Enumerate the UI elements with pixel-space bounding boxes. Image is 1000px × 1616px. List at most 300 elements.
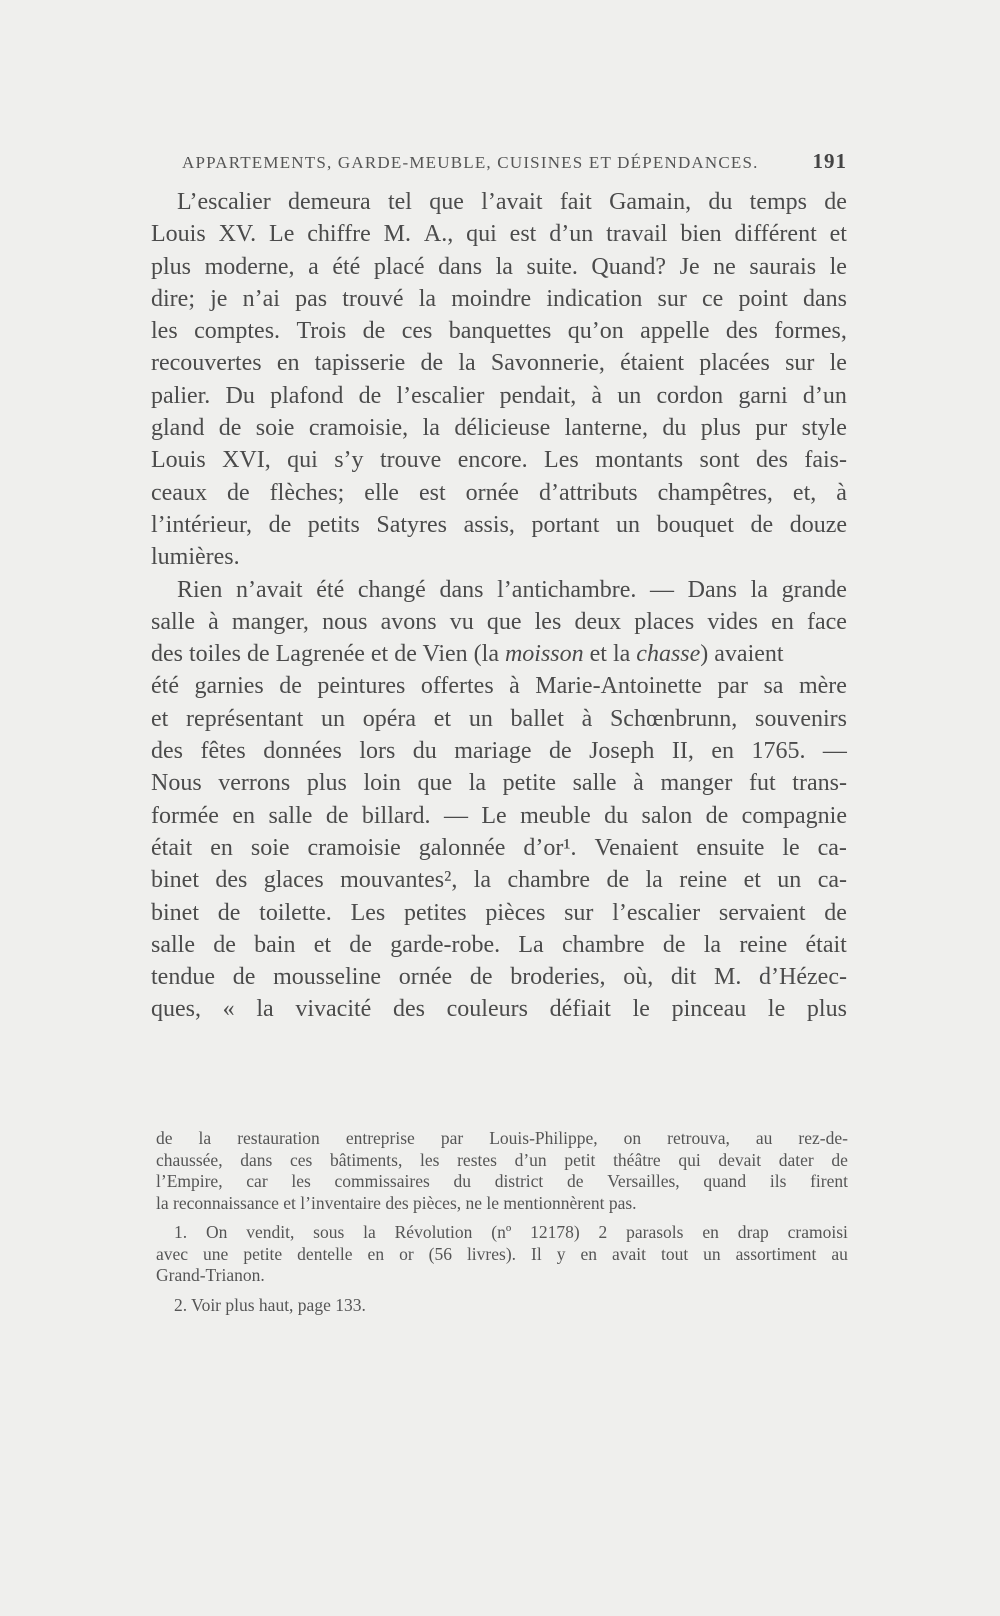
word: billard.: [361, 802, 431, 829]
word: la: [422, 415, 440, 442]
body-line: [151, 347, 847, 379]
word: un: [616, 511, 641, 538]
word: manger: [660, 770, 733, 797]
word: portant: [531, 511, 600, 538]
word: dans: [240, 1149, 273, 1170]
word: garde-robe.: [390, 931, 501, 958]
word: grande: [781, 576, 847, 603]
word: pendait,: [499, 382, 577, 409]
word: la: [418, 285, 437, 312]
word: les: [151, 318, 178, 345]
footnote-line: Grand-Trianon.: [156, 1265, 265, 1285]
word: vides: [707, 608, 759, 635]
word: formée: [151, 802, 219, 829]
word: petit: [564, 1149, 596, 1170]
word: un: [321, 705, 346, 732]
footnote-continuation: [156, 1128, 848, 1214]
word: de: [420, 350, 444, 377]
word: bâtiments,: [329, 1149, 403, 1170]
word: du: [662, 415, 687, 442]
word: que: [486, 608, 522, 635]
word: cramoisie: [307, 834, 401, 861]
word: des: [725, 318, 758, 345]
word: la: [363, 1222, 376, 1242]
word: parasols: [626, 1222, 684, 1242]
word: lors: [359, 738, 396, 765]
word: du: [604, 802, 629, 829]
word: places: [634, 608, 695, 635]
word: de: [705, 802, 729, 829]
word: II,: [671, 738, 694, 765]
body-line: [151, 218, 847, 250]
word: qui: [287, 447, 318, 474]
word: douze: [789, 511, 847, 538]
word: est: [509, 221, 537, 248]
word: dit: [670, 964, 697, 991]
word: Versailles,: [607, 1171, 680, 1191]
word: gland: [151, 415, 205, 442]
word: placées: [699, 350, 770, 377]
word: toilette.: [259, 899, 332, 926]
word: or: [399, 1243, 414, 1264]
word: champêtres,: [657, 479, 773, 506]
word: pièces: [485, 899, 546, 926]
word: Louis: [151, 221, 206, 248]
word: entreprise: [345, 1128, 415, 1148]
word: de: [213, 931, 236, 958]
body-line: [151, 864, 847, 896]
word: et: [829, 221, 847, 248]
word: fait: [559, 189, 592, 215]
word: un: [703, 1243, 721, 1264]
word: offertes: [420, 673, 494, 700]
body-line-part: des toiles de Lagrenée et de Vien (la: [151, 641, 505, 668]
word: Le: [269, 221, 295, 248]
word: d’Hézec-: [759, 964, 847, 991]
footnote-line: 2. Voir plus haut, page 133.: [174, 1294, 366, 1315]
footnote-line: la reconnaissance et l’inventaire des pièces, ne le mentionnèrent pas.: [156, 1192, 637, 1213]
word: était: [151, 834, 193, 861]
word: de: [279, 673, 302, 700]
word: ca-: [817, 867, 847, 894]
word: Il: [531, 1243, 542, 1264]
word: et: [743, 867, 761, 894]
word: était: [805, 931, 847, 958]
body-line: [151, 574, 847, 606]
body-line: [151, 800, 847, 832]
word: à: [633, 770, 644, 797]
word: de: [226, 479, 250, 506]
word: A.,: [423, 221, 454, 248]
word: ornée: [398, 964, 453, 991]
word: ques,: [151, 996, 201, 1023]
word: l’avait: [481, 189, 543, 215]
word: mousseline: [273, 964, 382, 991]
word: trans-: [792, 770, 847, 797]
word: Trois: [296, 318, 347, 345]
word: vendit,: [246, 1222, 295, 1242]
word: soie: [250, 834, 290, 861]
word: chambre: [507, 867, 591, 894]
word: mère: [798, 673, 847, 700]
word: ne: [713, 253, 736, 280]
word: la: [256, 996, 274, 1023]
word: reine: [679, 867, 728, 894]
word: Nous: [151, 770, 202, 797]
word: petits: [307, 511, 360, 538]
word: Marie-Antoinette: [535, 673, 702, 700]
word: couleurs: [446, 996, 528, 1023]
word: d’attributs: [538, 479, 638, 506]
word: 2: [598, 1222, 608, 1242]
word: salle: [151, 608, 195, 635]
word: la: [198, 1128, 212, 1148]
word: Dans: [687, 576, 737, 603]
word: plus: [700, 415, 741, 442]
word: le: [767, 996, 786, 1023]
word: bain: [254, 931, 296, 958]
word: de: [750, 511, 774, 538]
footnote-line: [156, 1222, 848, 1244]
word: ceaux: [151, 479, 207, 506]
word: d’un: [514, 1149, 547, 1170]
word: formes,: [774, 318, 847, 345]
word: sous: [313, 1222, 345, 1242]
word: une: [203, 1243, 229, 1264]
word: sur: [785, 350, 815, 377]
word: district: [494, 1171, 544, 1191]
word: ensuite: [696, 834, 765, 861]
word: un: [777, 867, 802, 894]
word: Du: [225, 382, 255, 409]
word: n’ai: [242, 285, 280, 312]
body-line: [151, 444, 847, 476]
word: de: [362, 318, 386, 345]
word: fais-: [804, 447, 847, 474]
word: encore.: [457, 447, 528, 474]
word: la: [495, 253, 513, 280]
word: par: [717, 673, 748, 700]
word: Révolution: [394, 1222, 473, 1242]
word: 1765.: [751, 738, 806, 765]
body-line-part: et la: [583, 641, 637, 668]
word: Satyres: [376, 511, 447, 538]
body-line: [151, 670, 847, 702]
word: meuble: [520, 802, 591, 829]
word: de: [156, 1128, 173, 1148]
word: car: [246, 1171, 268, 1191]
footnote-line: [156, 1128, 848, 1150]
word: souvenirs: [755, 705, 847, 732]
word: plus: [306, 770, 347, 797]
word: avec: [156, 1243, 189, 1264]
word: représentant: [186, 705, 304, 732]
word: tendue: [151, 964, 215, 991]
word: On: [205, 1222, 228, 1242]
word: mouvantes²,: [340, 867, 458, 894]
word: bien: [680, 221, 722, 248]
word: de: [824, 189, 847, 215]
word: du: [412, 738, 437, 765]
word: M.: [713, 964, 742, 991]
word: temps: [749, 189, 807, 215]
word: de: [824, 899, 847, 926]
word: —: [822, 738, 847, 765]
word: drap: [737, 1222, 769, 1242]
word: sur: [564, 899, 594, 926]
word: Louis-Philippe,: [489, 1128, 598, 1148]
italic-word-moisson: moisson: [504, 641, 584, 668]
word: le: [782, 834, 800, 861]
body-line: [151, 961, 847, 993]
page-number: 191: [812, 149, 847, 173]
word: pinceau: [671, 996, 747, 1023]
body-line: [151, 251, 847, 283]
word: commissaires: [334, 1171, 430, 1191]
word: où,: [623, 964, 654, 991]
word: ce: [701, 285, 724, 312]
word: changé: [357, 576, 426, 603]
body-line: [151, 832, 847, 864]
word: plafond: [270, 382, 344, 409]
word: loin: [363, 770, 401, 797]
word: deux: [574, 608, 622, 635]
word: chambre: [561, 931, 645, 958]
word: ces: [289, 1149, 313, 1170]
body-line: [151, 993, 847, 1025]
word: pas: [295, 285, 328, 312]
word: et: [313, 931, 332, 958]
word: Je: [679, 253, 700, 280]
word: restes: [457, 1149, 497, 1170]
word: le: [632, 996, 650, 1023]
word: vivacité: [295, 996, 372, 1023]
word: en: [711, 738, 734, 765]
word: soie: [255, 415, 295, 442]
running-head-title: APPARTEMENTS, GARDE-MEUBLE, CUISINES ET DÉPENDANCES.: [182, 153, 759, 172]
word: recouvertes: [151, 350, 262, 377]
word: suite.: [526, 253, 578, 280]
word: trouve: [379, 447, 442, 474]
word: d’un: [549, 221, 594, 248]
word: par: [440, 1128, 464, 1148]
word: —: [443, 802, 468, 829]
word: de: [268, 511, 292, 538]
body-line: [151, 509, 847, 541]
word: de: [349, 931, 372, 958]
word: été: [151, 673, 179, 700]
word: reine: [739, 931, 788, 958]
word: Rien: [177, 576, 223, 603]
word: banquettes: [448, 318, 552, 345]
word: tapisserie: [314, 350, 406, 377]
word: L’escalier: [177, 189, 271, 215]
word: à: [836, 479, 847, 506]
word: l’antichambre.: [497, 576, 637, 603]
footnote-line: [156, 1171, 848, 1193]
word: face: [806, 608, 847, 635]
word: en: [702, 1222, 719, 1242]
word: M.: [383, 221, 411, 248]
word: Joseph: [589, 738, 655, 765]
word: en: [771, 608, 794, 635]
word: a: [308, 253, 319, 280]
word: ca-: [817, 834, 847, 861]
word: on: [623, 1128, 642, 1148]
word: Le: [481, 802, 507, 829]
word: salle: [151, 931, 195, 958]
word: sont: [699, 447, 740, 474]
word: plus: [806, 996, 847, 1023]
word: tel: [387, 189, 412, 215]
word: peintures: [317, 673, 406, 700]
word: palier.: [151, 382, 211, 409]
word: de: [218, 415, 242, 442]
word: de: [548, 738, 572, 765]
word: sa: [763, 673, 784, 700]
footnote-1: [156, 1222, 848, 1287]
word: cramoisi: [787, 1222, 848, 1242]
body-line-part: ) avaient: [700, 641, 784, 668]
word: devait: [718, 1149, 762, 1170]
word: assortiment: [735, 1243, 817, 1264]
word: au: [831, 1243, 848, 1264]
word: différent: [734, 221, 817, 248]
word: qui: [466, 221, 497, 248]
word: qu’on: [567, 318, 624, 345]
word: avait: [611, 1243, 646, 1264]
word: la: [645, 867, 663, 894]
word: la: [468, 770, 487, 797]
word: verrons: [218, 770, 291, 797]
word: et: [433, 705, 452, 732]
word: délicieuse: [454, 415, 551, 442]
word: salle: [572, 770, 617, 797]
word: en: [210, 834, 233, 861]
body-line: [151, 412, 847, 444]
word: elle: [364, 479, 399, 506]
word: placé: [373, 253, 425, 280]
word: Les: [544, 447, 579, 474]
word: dater: [778, 1149, 814, 1170]
word: ornée: [465, 479, 519, 506]
word: de: [662, 931, 686, 958]
word: pur: [755, 415, 788, 442]
word: le: [829, 253, 847, 280]
word: de: [606, 867, 630, 894]
word: nous: [322, 608, 368, 635]
word: Gamain,: [609, 189, 692, 215]
body-line: [151, 703, 847, 735]
word: de: [358, 382, 382, 409]
word: Quand?: [591, 253, 667, 280]
word: XVI,: [222, 447, 271, 474]
word: les: [534, 608, 562, 635]
word: du: [453, 1171, 471, 1191]
word: les: [291, 1171, 311, 1191]
word: données: [263, 738, 342, 765]
word: du: [708, 189, 733, 215]
word: un: [617, 382, 642, 409]
word: binet: [151, 899, 199, 926]
word: été: [316, 576, 345, 603]
italic-word-chasse: chasse: [636, 641, 701, 668]
body-line: [151, 380, 847, 412]
word: plus: [151, 253, 192, 280]
word: est: [418, 479, 446, 506]
word: demeura: [288, 189, 371, 215]
word: Schœnbrunn,: [609, 705, 738, 732]
word: «: [222, 996, 235, 1023]
word: retrouva,: [667, 1128, 730, 1148]
word: ces: [401, 318, 433, 345]
word: mariage: [454, 738, 532, 765]
word: étaient: [620, 350, 685, 377]
word: je: [210, 285, 228, 312]
word: des: [755, 447, 788, 474]
body-line: [151, 186, 847, 218]
word: 12178): [530, 1222, 580, 1242]
word: à: [208, 608, 219, 635]
body-line: [151, 929, 847, 961]
body-line: [151, 477, 847, 509]
word: bouquet: [656, 511, 734, 538]
body-line: lumières.: [151, 544, 240, 571]
word: théâtre: [613, 1149, 661, 1170]
word: garni: [738, 382, 788, 409]
word: salon: [641, 802, 693, 829]
word: les: [420, 1149, 440, 1170]
word: ils: [769, 1171, 787, 1191]
word: chaussée,: [156, 1149, 223, 1170]
word: sur: [657, 285, 687, 312]
word: Louis: [151, 447, 206, 474]
body-line: [151, 283, 847, 315]
word: de: [217, 899, 241, 926]
word: l’intérieur,: [151, 511, 252, 538]
word: l’Empire,: [156, 1171, 223, 1191]
word: livres).: [466, 1243, 517, 1264]
word: galonnée: [418, 834, 506, 861]
word: fut: [749, 770, 776, 797]
word: flèches;: [269, 479, 345, 506]
word: la: [703, 931, 722, 958]
word: défiait: [549, 996, 611, 1023]
word: des: [151, 738, 183, 765]
word: des: [215, 867, 248, 894]
word: au: [755, 1128, 773, 1148]
word: 1.: [174, 1222, 188, 1242]
word: y: [556, 1243, 566, 1264]
word: vu: [449, 608, 474, 635]
word: l’escalier: [396, 382, 485, 409]
word: opéra: [362, 705, 417, 732]
word: fêtes: [200, 738, 246, 765]
word: (nº: [491, 1222, 512, 1242]
word: à: [591, 382, 603, 409]
word: indication: [546, 285, 643, 312]
word: montants: [595, 447, 684, 474]
word: petite: [502, 770, 556, 797]
body-line: [151, 897, 847, 929]
word: firent: [810, 1171, 848, 1191]
word: qui: [678, 1149, 701, 1170]
word: dire;: [151, 285, 195, 312]
word: de: [469, 964, 493, 991]
word: Savonnerie,: [490, 350, 605, 377]
word: quand: [703, 1171, 747, 1191]
word: de: [831, 1149, 848, 1170]
